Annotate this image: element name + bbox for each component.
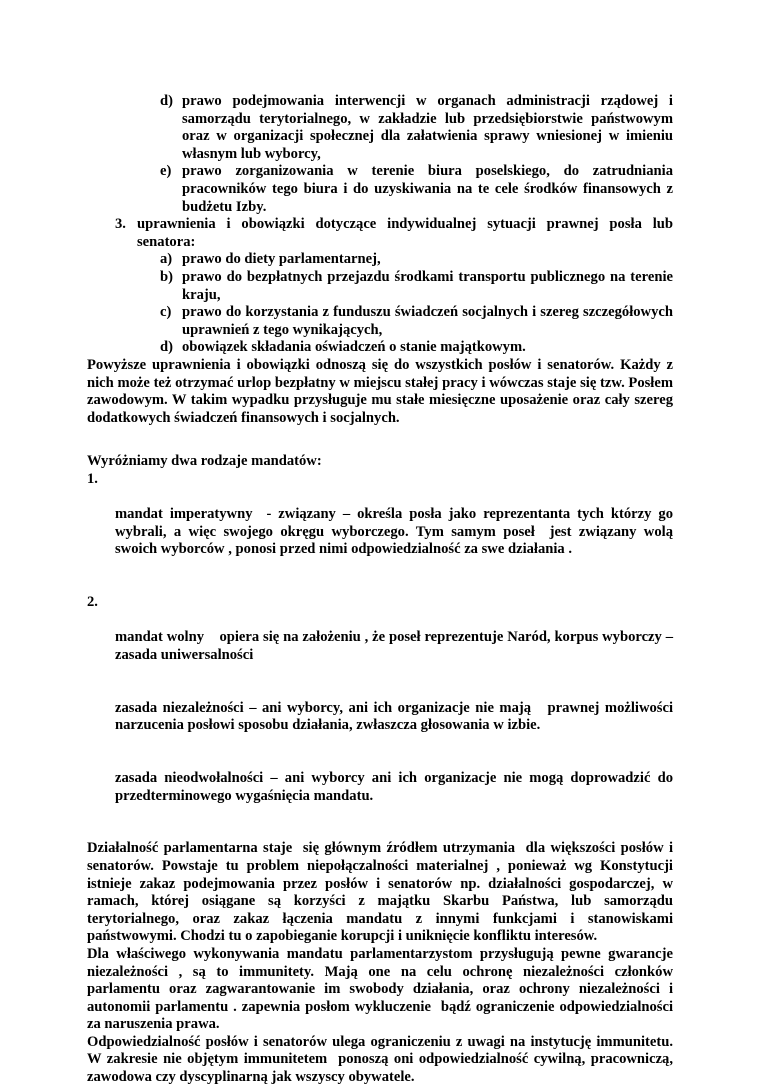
list-item-d [160, 93, 677, 163]
paragraph-uprawnienia: Powyższe uprawnienia i obowiązki odnoszą się do wszystkich posłów i senatorów. Każdy z nich może też otrzymać urlop bezpłatny w miejscu stałej pracy i wówczas staje się tzw. Posłem zawodowym. W takim wypadku przysługuje mu stałe miesięczne uposażenie oraz cały szereg dodatkowych świadczeń finansowych i socjalnych. [87, 356, 677, 426]
paragraph-odpowiedzialnosc: Odpowiedzialność posłów i senatorów ulega ograniczeniu z uwagi na instytucję immunitetu. W zakresie nie objętym immunitetem ponoszą oni odpowiedzialność cywilną, pracowniczą, zawodowa czy dyscyplinarną jak wszyscy obywatele. [87, 1033, 677, 1086]
list-marker: d) [160, 339, 173, 356]
mandat-wolny-text: mandat wolny opiera się na założeniu , że poseł reprezentuje Naród, korpus wyborczy – zasada uniwersalności [115, 629, 677, 663]
paragraph-dzialalnosc: Działalność parlamentarna staje się głównym źródłem utrzymania dla większości posłów i senatorów. Powstaje tu problem niepołączalności materialnej , ponieważ wg Konstytucji istnieje zakaz podejmowania przez posłów i senatorów np. działalności gospodarczej, w ramach, której osiągane są korzyści z majątku Skarbu Państwa, lub samorządu terytorialnego, oraz zakaz łączenia mandatu z innymi funkcjami i stanowiskami państwowymi. Chodzi tu o zapobieganie korupcji i uniknięcie konfliktu interesów. [87, 840, 677, 945]
list-item-text: prawo podejmowania interwencji w organach administracji rządowej i samorządu terytorialnego, w zakładzie lub przedsiębiorstwie państwowym oraz w organizacji społecznej dla załatwienia sprawy wniesionej w imieniu własnym lub wyborcy, [182, 93, 677, 162]
list-item-a [160, 251, 673, 269]
list-marker: 1. [87, 470, 98, 487]
list-marker: b) [160, 268, 173, 285]
zasada-nieodwolalnosci-text: zasada nieodwołalności – ani wyborcy ani ich organizacje nie mogą doprowadzić do przedterminowego wygaśnięcia mandatu. [115, 769, 677, 804]
list-item-3 [115, 216, 677, 251]
list-item-text: prawo do korzystania z funduszu świadczeń socjalnych i szereg szczegółowych uprawnień z tego wynikających, [182, 304, 677, 338]
list-item-text: obowiązek składania oświadczeń o stanie majątkowym. [182, 339, 526, 356]
list-marker: 2. [87, 594, 98, 611]
heading-rodzaje-mandatow: Wyróżniamy dwa rodzaje mandatów: [87, 453, 322, 470]
list-item-1-mandat-imperatywny [87, 470, 677, 594]
list-item-text: prawo do bezpłatnych przejazdu środkami transportu publicznego na terenie kraju, [182, 268, 677, 303]
list-item-text: prawo do diety parlamentarnej, [182, 251, 381, 268]
list-item-b [160, 268, 677, 304]
list-item-d2 [160, 339, 673, 357]
list-marker: a) [160, 251, 173, 268]
list-item-e [160, 163, 677, 216]
list-item-text [115, 471, 677, 594]
list-item-text: prawo zorganizowania w terenie biura poselskiego, do zatrudniania pracowników tego biura i do uzyskiwania na te cele środków finansowych z budżetu Izby. [182, 163, 677, 215]
mandat-imperatywny-text: mandat imperatywny - związany – określa posła jako reprezentanta tych którzy go wybrali, a więc swojego okręgu wyborczego. Tym samym poseł jest związany wolą swoich wyborców , ponosi przed nimi odpowiedzialność za swe działania . [115, 506, 677, 558]
list-item-2-mandat-wolny [87, 594, 677, 840]
list-item-text [115, 594, 677, 840]
list-item-c [160, 304, 677, 339]
list-marker: c) [160, 304, 172, 321]
list-marker: e) [160, 163, 172, 180]
zasada-niezaleznosci-text: zasada niezależności – ani wyborcy, ani ich organizacje nie mają prawnej możliwości narzucenia posłowi sposobu działania, zwłaszcza głosowania w izbie. [115, 699, 677, 734]
list-item-text: uprawnienia i obowiązki dotyczące indywidualnej sytuacji prawnej posła lub senatora: [137, 216, 677, 250]
paragraph-gwarancje: Dla właściwego wykonywania mandatu parlamentarzystom przysługują pewne gwarancje niezależności , są to immunitety. Mają one na celu ochronę niezależności członków parlamentu oraz zagwarantowanie im swobody działania, oraz ochrony niezależności i autonomii parlamentu . zapewnia posłom wykluczenie bądź ograniczenie odpowiedzialności za naruszenia prawa. [87, 945, 677, 1033]
list-marker: 3. [115, 216, 126, 233]
list-marker: d) [160, 93, 173, 109]
